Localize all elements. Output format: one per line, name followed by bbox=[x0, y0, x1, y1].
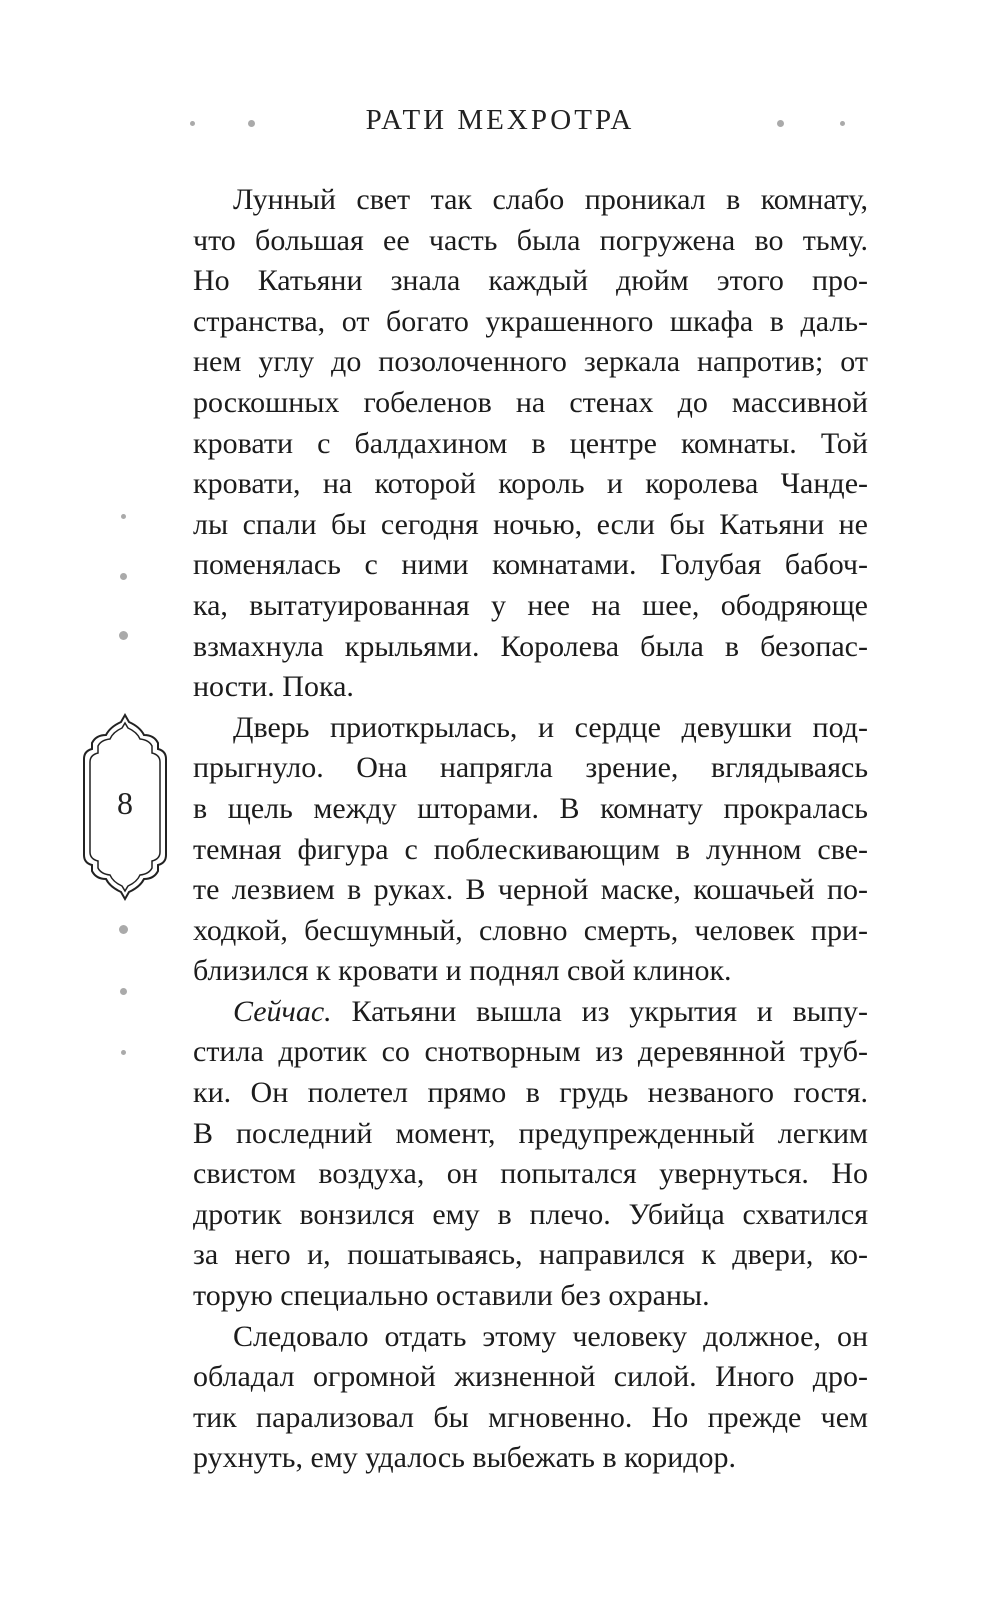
dot-icon bbox=[777, 120, 784, 127]
text-span: Катьяни вышла из укрытия и выпу- bbox=[331, 994, 868, 1028]
text-line: кровати, на которой король и королева Чанде- bbox=[193, 467, 868, 501]
running-header: РАТИ МЕХРОТРА bbox=[365, 104, 635, 136]
text-line: роскошных гобеленов на стенах до массивной bbox=[193, 385, 868, 419]
text-line: ки. Он полетел прямо в грудь незваного гостя. bbox=[193, 1076, 868, 1110]
text-line: темная фигура с поблескивающим в лунном све- bbox=[193, 832, 868, 866]
text-line: В последний момент, предупрежденный легким bbox=[193, 1116, 868, 1150]
dot-icon bbox=[120, 988, 127, 995]
page-number: 8 bbox=[117, 785, 133, 821]
text-line: поменялась с ними комнатами. Голубая бабоч- bbox=[193, 548, 868, 582]
text-line: рухнуть, ему удалось выбежать в коридор. bbox=[193, 1441, 737, 1475]
text-line: кровати с балдахином в центре комнаты. Той bbox=[193, 426, 868, 460]
paragraph bbox=[193, 180, 868, 708]
dot-icon bbox=[120, 573, 127, 580]
text-line: взмахнула крыльями. Королева была в безопас- bbox=[193, 629, 868, 663]
dot-icon bbox=[119, 925, 128, 934]
dot-icon bbox=[248, 120, 255, 127]
text-line: в щель между шторами. В комнату прокралась bbox=[193, 791, 868, 825]
dot-icon bbox=[840, 121, 845, 126]
text-line: те лезвием в руках. В черной маске, кошачьей по- bbox=[193, 873, 868, 907]
text-line: близился к кровати и поднял свой клинок. bbox=[193, 954, 732, 988]
text-line: нем углу до позолоченного зеркала напротив; от bbox=[193, 345, 868, 379]
text-line: странства, от богато украшенного шкафа в даль- bbox=[193, 304, 868, 338]
text-line: за него и, пошатываясь, направился к двери, ко- bbox=[193, 1238, 868, 1272]
dot-icon bbox=[119, 631, 128, 640]
body-text bbox=[193, 180, 868, 1479]
text-line: ходкой, бесшумный, словно смерть, человек при- bbox=[193, 913, 868, 947]
text-line: ка, вытатуированная у нее на шее, ободряюще bbox=[193, 588, 868, 622]
text-line: прыгнуло. Она напрягла зрение, вглядываясь bbox=[193, 751, 868, 785]
dot-icon bbox=[121, 514, 126, 519]
text-line: обладал огромной жизненной силой. Иного дро- bbox=[193, 1360, 868, 1394]
paragraph bbox=[193, 1317, 868, 1479]
text-line: дротик вонзился ему в плечо. Убийца схватился bbox=[193, 1197, 868, 1231]
text-line bbox=[193, 992, 868, 1033]
paragraph bbox=[193, 708, 868, 992]
text-line: Дверь приоткрылась, и сердце девушки под- bbox=[233, 710, 868, 744]
text-line: торую специально оставили без охраны. bbox=[193, 1279, 710, 1313]
text-line: Лунный свет так слабо проникал в комнату, bbox=[233, 183, 868, 216]
text-line: тик парализовал бы мгновенно. Но прежде чем bbox=[193, 1400, 868, 1434]
text-line: ности. Пока. bbox=[193, 670, 354, 704]
text-line: свистом воздуха, он попытался увернуться. Но bbox=[193, 1157, 868, 1191]
italic-word: Сейчас. bbox=[233, 994, 332, 1028]
dot-icon bbox=[121, 1050, 126, 1055]
text-line: что большая ее часть была погружена во тьму. bbox=[193, 223, 868, 257]
text-line: лы спали бы сегодня ночью, если бы Катьяни не bbox=[193, 507, 868, 541]
text-line: Следовало отдать этому человеку должное, он bbox=[233, 1319, 868, 1353]
dot-icon bbox=[190, 121, 195, 126]
page-number-frame bbox=[82, 713, 168, 901]
text-line: стила дротик со снотворным из деревянной труб- bbox=[193, 1035, 868, 1069]
paragraph bbox=[193, 992, 868, 1317]
text-line: Но Катьяни знала каждый дюйм этого про- bbox=[193, 264, 868, 298]
